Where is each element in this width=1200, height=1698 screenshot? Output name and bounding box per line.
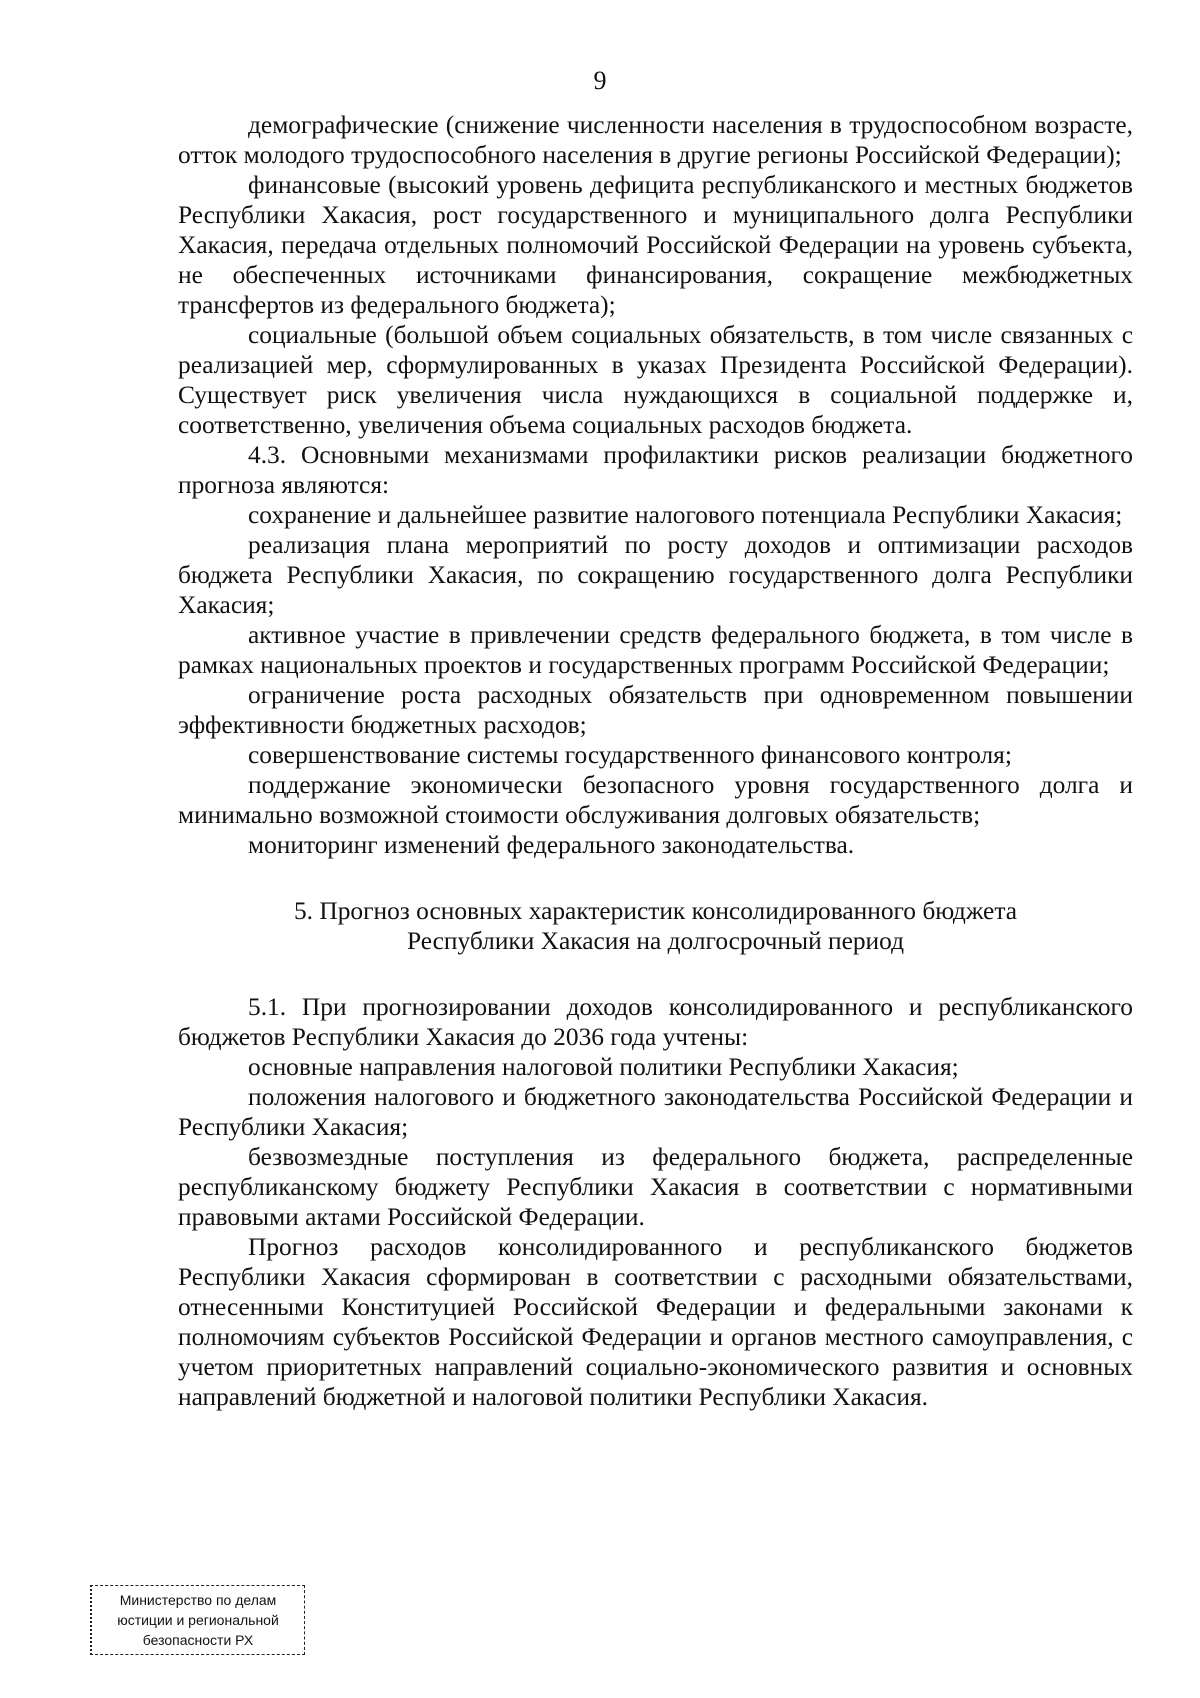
section-heading (178, 896, 1133, 956)
paragraph: мониторинг изменений федерального законодательства. (248, 831, 855, 859)
paragraph: 4.3. Основными механизмами профилактики рисков реализации бюджетного прогноза являются: (178, 441, 1133, 499)
stamp-line: юстиции и региональной (117, 1612, 279, 1628)
paragraph: безвозмездные поступления из федерального бюджета, распределенные республиканскому бюджету Республики Хакасия в соответствии с нормативными правовыми актами Российской Федерации. (178, 1143, 1133, 1231)
paragraph: финансовые (высокий уровень дефицита республиканского и местных бюджетов Республики Хакасия, рост государственного и муниципального долга Республики Хакасия, передача отдельных полномочий Российской Федерации на уровень субъекта, не обеспеченных источниками финансирования, сокращение межбюджетных трансфертов из федерального бюджета); (178, 171, 1133, 319)
ministry-stamp (90, 1585, 305, 1655)
paragraph: сохранение и дальнейшее развитие налогового потенциала Республики Хакасия; (248, 501, 1123, 529)
paragraph: ограничение роста расходных обязательств при одновременном повышении эффективности бюджетных расходов; (178, 681, 1133, 739)
document-body (178, 110, 1133, 1412)
paragraph: реализация плана мероприятий по росту доходов и оптимизации расходов бюджета Республики Хакасия, по сокращению государственного долга Республики Хакасия; (178, 531, 1133, 619)
paragraph: демографические (снижение численности населения в трудоспособном возрасте, отток молодого трудоспособного населения в другие регионы Российской Федерации); (178, 111, 1133, 169)
stamp-line: безопасности РХ (142, 1632, 254, 1648)
paragraph: Прогноз расходов консолидированного и республиканского бюджетов Республики Хакасия сформирован в соответствии с расходными обязательствами, отнесенными Конституцией Российской Федерации и федеральными законами к полномочиям субъектов Российской Федерации и органов местного самоуправления, с учетом приоритетных направлений социально-экономического развития и основных направлений бюджетной и налоговой политики Республики Хакасия. (178, 1233, 1133, 1411)
page-number: 9 (593, 66, 607, 95)
paragraph: 5.1. При прогнозировании доходов консолидированного и республиканского бюджетов Республики Хакасия до 2036 года учтены: (178, 993, 1133, 1051)
paragraph: активное участие в привлечении средств федерального бюджета, в том числе в рамках национальных проектов и государственных программ Российской Федерации; (178, 621, 1133, 679)
paragraph: социальные (большой объем социальных обязательств, в том числе связанных с реализацией мер, сформулированных в указах Президента Российской Федерации). Существует риск увеличения числа нуждающихся в социальной поддержке и, соответственно, увеличения объема социальных расходов бюджета. (178, 321, 1133, 439)
section-heading-line: Республики Хакасия на долгосрочный период (406, 927, 905, 955)
paragraph: совершенствование системы государственного финансового контроля; (248, 741, 1012, 769)
paragraph: основные направления налоговой политики Республики Хакасия; (248, 1053, 959, 1081)
section-heading-line: 5. Прогноз основных характеристик консолидированного бюджета (293, 897, 1018, 925)
paragraph: положения налогового и бюджетного законодательства Российской Федерации и Республики Хакасия; (178, 1083, 1133, 1141)
paragraph: поддержание экономически безопасного уровня государственного долга и минимально возможной стоимости обслуживания долговых обязательств; (178, 771, 1133, 829)
stamp-line: Министерство по делам (119, 1592, 277, 1608)
